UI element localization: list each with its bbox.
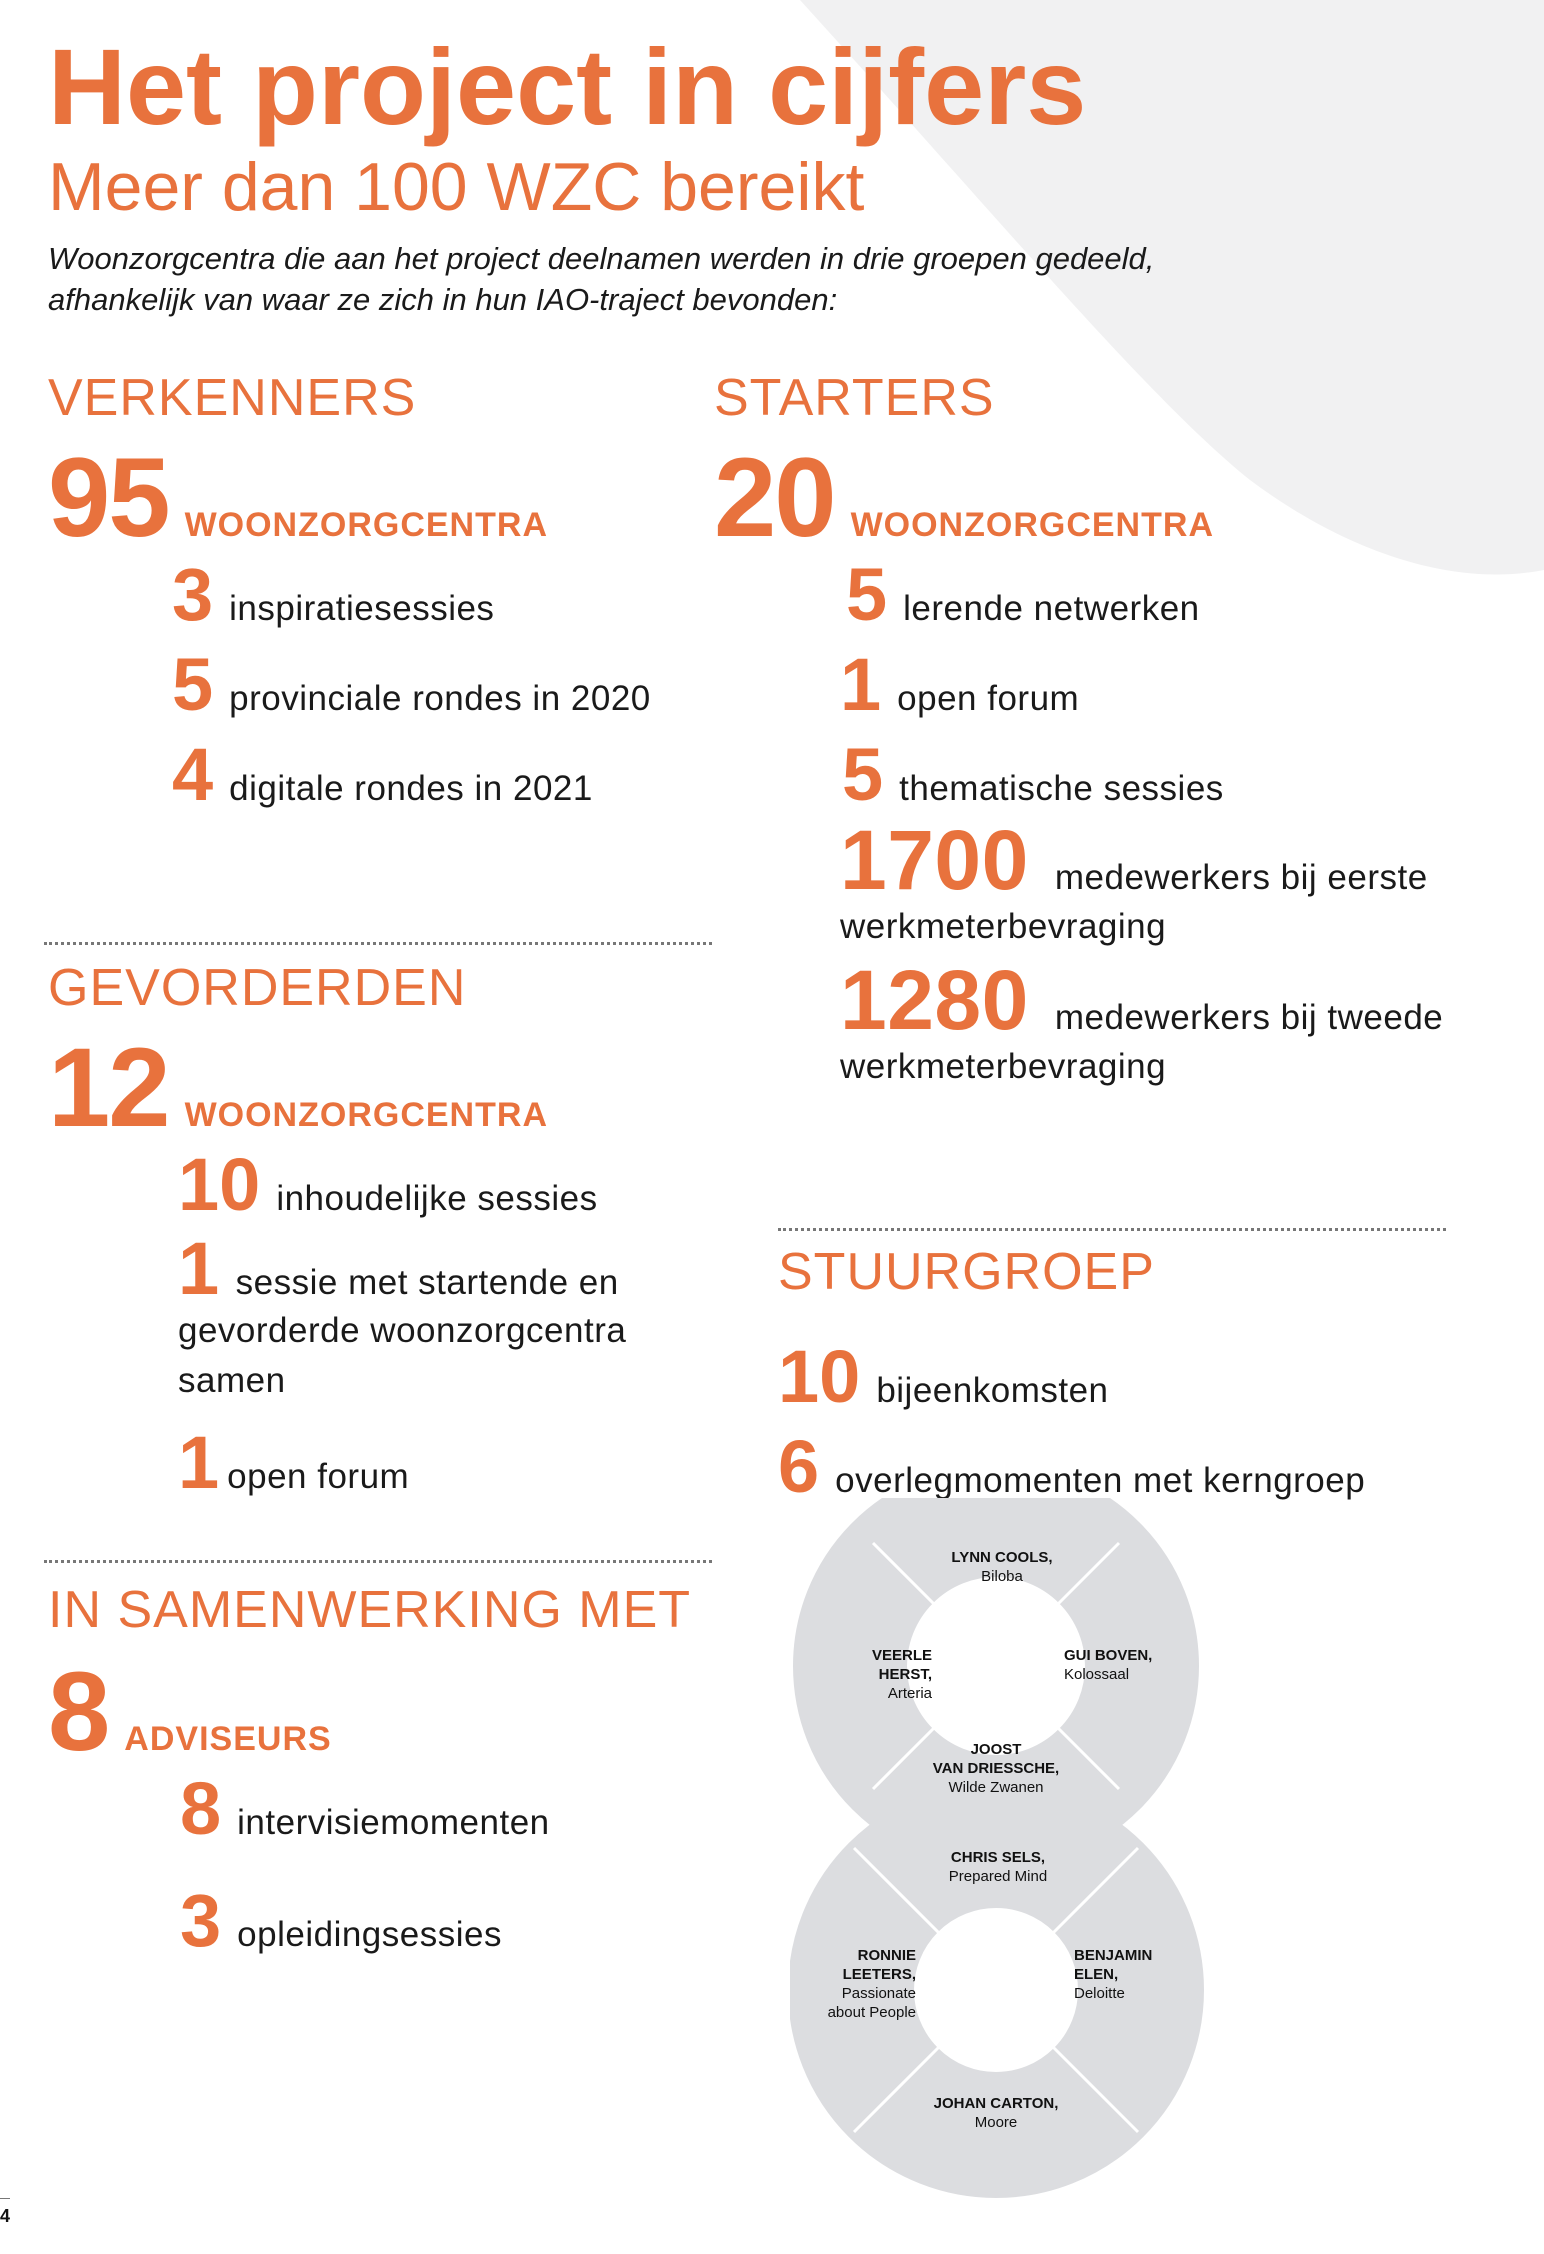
count-number: 8 xyxy=(48,1649,109,1774)
stat-number: 1 xyxy=(178,1421,220,1504)
stat-text: gevorderde woonzorgcentra xyxy=(178,1311,627,1350)
stat-number: 3 xyxy=(172,553,214,636)
advisor-label: BENJAMIN ELEN, Deloitte xyxy=(1074,1947,1153,2002)
advisor-label: LYNN COOLS, Biloba xyxy=(951,1549,1053,1585)
stat-text: inspiratiesessies xyxy=(229,589,495,628)
stat-item xyxy=(840,813,1500,952)
advisor-label: GUI BOVEN, Kolossaal xyxy=(1064,1647,1153,1683)
page-subtitle: Meer dan 100 WZC bereikt xyxy=(48,149,865,225)
stat-item xyxy=(840,643,1080,726)
stat-number: 10 xyxy=(178,1143,261,1226)
stat-item xyxy=(178,1421,410,1504)
advisor-label: JOOST VAN DRIESSCHE, Wilde Zwanen xyxy=(932,1741,1060,1796)
stat-text: digitale rondes in 2021 xyxy=(229,769,593,808)
stat-number: 1280 xyxy=(840,953,1029,1047)
divider xyxy=(44,1560,712,1563)
stat-item xyxy=(846,553,1200,636)
advisor-label: VEERLE HERST, Arteria xyxy=(871,1647,932,1702)
stat-number: 5 xyxy=(846,553,888,636)
advisor-label: CHRIS SELS, Prepared Mind xyxy=(948,1849,1048,1885)
count-number: 12 xyxy=(48,1025,169,1150)
section-heading-samenwerking: IN SAMENWERKING MET xyxy=(48,1581,692,1639)
page-title: Het project in cijfers xyxy=(48,26,1087,147)
stat-number: 6 xyxy=(778,1425,820,1508)
stat-text: intervisiemomenten xyxy=(237,1803,550,1842)
stat-item xyxy=(172,553,495,636)
stat-text: werkmeterbevraging xyxy=(840,1047,1167,1086)
count-number: 20 xyxy=(714,435,835,560)
intro-line: Woonzorgcentra die aan het project deelnamen werden in drie groepen gedeeld, xyxy=(48,241,1155,276)
advisor-label: RONNIE LEETERS, Passionate about People xyxy=(827,1947,916,2021)
section-heading-stuurgroep: STUURGROEP xyxy=(778,1243,1155,1301)
stat-number: 3 xyxy=(180,1879,222,1962)
stat-text: bijeenkomsten xyxy=(876,1371,1109,1410)
stat-number: 1700 xyxy=(840,813,1029,907)
stat-item xyxy=(180,1879,502,1962)
stat-number: 1 xyxy=(178,1227,220,1310)
stat-text: medewerkers bij tweede xyxy=(1054,998,1444,1037)
count-row-gevorderden xyxy=(48,1025,548,1150)
stat-text: open forum xyxy=(897,679,1080,718)
stat-item xyxy=(172,643,651,726)
count-row-starters xyxy=(714,435,1214,560)
stat-text: werkmeterbevraging xyxy=(840,907,1167,946)
stat-item xyxy=(178,1227,718,1406)
stat-text: provinciale rondes in 2020 xyxy=(229,679,651,718)
stat-text: thematische sessies xyxy=(899,769,1224,808)
stat-item xyxy=(778,1335,1109,1418)
advisor-label: JOHAN CARTON, Moore xyxy=(933,2095,1059,2131)
stat-text: open forum xyxy=(227,1457,410,1496)
divider xyxy=(778,1228,1446,1231)
stat-text: overlegmomenten met kerngroep xyxy=(835,1461,1366,1500)
stat-item xyxy=(172,733,593,816)
divider xyxy=(44,942,712,945)
section-heading-gevorderden: GEVORDERDEN xyxy=(48,959,467,1017)
stat-number: 1 xyxy=(840,643,882,726)
section-heading-starters: STARTERS xyxy=(714,369,995,427)
count-number: 95 xyxy=(48,435,169,560)
stat-item xyxy=(778,1425,1366,1508)
stat-number: 4 xyxy=(172,733,214,816)
page-number-rule xyxy=(0,2198,10,2199)
stat-text: sessie met startende en xyxy=(235,1263,619,1302)
intro-line: afhankelijk van waar ze zich in hun IAO-traject bevonden: xyxy=(48,282,838,317)
section-heading-verkenners: VERKENNERS xyxy=(48,369,417,427)
stat-text: lerende netwerken xyxy=(903,589,1200,628)
stat-item xyxy=(840,953,1500,1092)
stat-item xyxy=(178,1143,598,1226)
stat-text: medewerkers bij eerste xyxy=(1054,858,1428,897)
stat-number: 5 xyxy=(172,643,214,726)
stat-text: inhoudelijke sessies xyxy=(276,1179,598,1218)
count-label: WOONZORGCENTRA xyxy=(184,1096,548,1134)
count-row-verkenners xyxy=(48,435,548,560)
page-number: 4 xyxy=(0,2206,11,2226)
stat-item xyxy=(180,1767,550,1850)
stat-number: 5 xyxy=(842,733,884,816)
count-label: WOONZORGCENTRA xyxy=(850,506,1214,544)
count-label: WOONZORGCENTRA xyxy=(184,506,548,544)
stat-item xyxy=(842,733,1224,816)
intro-text xyxy=(48,238,1348,320)
stat-number: 8 xyxy=(180,1767,222,1850)
stat-text: opleidingsessies xyxy=(237,1915,502,1954)
count-row-samenwerking xyxy=(48,1649,332,1774)
count-label: ADVISEURS xyxy=(124,1720,332,1758)
stat-number: 10 xyxy=(778,1335,861,1418)
stat-text: samen xyxy=(178,1361,286,1400)
